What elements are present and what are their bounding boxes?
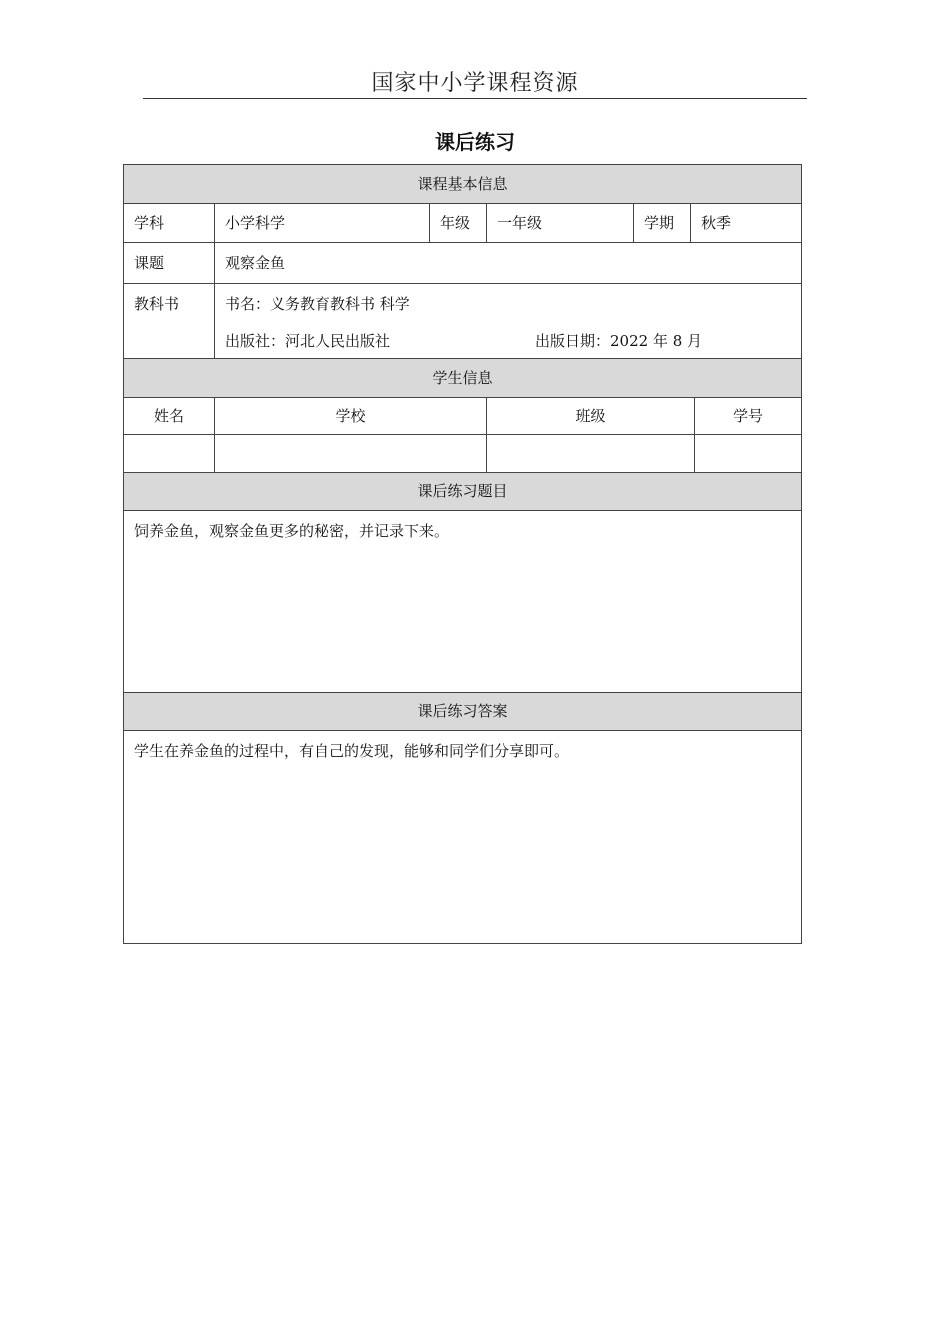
- term-label: 学期: [644, 214, 675, 232]
- student-col-school: [214, 398, 486, 434]
- answer-content: 学生在养金鱼的过程中，有自己的发现，能够和同学们分享即可。: [134, 742, 570, 760]
- answer-title: 课后练习答案: [417, 702, 508, 720]
- col-header-class: 班级: [575, 407, 606, 425]
- topic-label-cell: [124, 243, 214, 283]
- header-title: 国家中小学课程资源: [371, 71, 579, 96]
- student-columns-row: [124, 398, 801, 435]
- answer-body: [124, 731, 801, 943]
- col-header-id: 学号: [732, 407, 763, 425]
- course-info-header: [124, 165, 801, 204]
- term-value: 秋季: [701, 214, 732, 232]
- document-title: 课后练习: [435, 130, 515, 154]
- textbook-row: [124, 284, 801, 359]
- student-info-header: [124, 359, 801, 398]
- student-values-row: [124, 435, 801, 473]
- topic-row: [124, 243, 801, 284]
- topic-value: 观察金鱼: [225, 254, 286, 272]
- subject-value: 小学科学: [225, 214, 286, 232]
- student-col-class: [486, 398, 694, 434]
- worksheet-table: [123, 164, 802, 944]
- col-header-name: 姓名: [153, 407, 184, 425]
- student-name-field[interactable]: [124, 435, 214, 472]
- subject-row: [124, 204, 801, 243]
- student-id-field[interactable]: [694, 435, 801, 472]
- subject-label-cell: [124, 204, 214, 242]
- subject-value-cell: [214, 204, 429, 242]
- textbook-name: 书名：义务教育教科书 科学: [225, 295, 410, 313]
- term-label-cell: [633, 204, 690, 242]
- student-info-title: 学生信息: [432, 369, 493, 387]
- course-info-title: 课程基本信息: [417, 175, 508, 193]
- student-school-field[interactable]: [214, 435, 486, 472]
- exercise-title: 课后练习题目: [417, 482, 508, 500]
- grade-label-cell: [429, 204, 486, 242]
- student-col-id: [694, 398, 801, 434]
- exercise-header: [124, 473, 801, 511]
- grade-value: 一年级: [497, 214, 543, 232]
- term-value-cell: [690, 204, 801, 242]
- exercise-content: 饲养金鱼，观察金鱼更多的秘密，并记录下来。: [134, 522, 450, 540]
- exercise-body: [124, 511, 801, 693]
- grade-label: 年级: [440, 214, 471, 232]
- publisher: 出版社：河北人民出版社: [225, 332, 391, 350]
- textbook-value-cell: [214, 284, 801, 358]
- student-col-name: [124, 398, 214, 434]
- topic-value-cell: [214, 243, 801, 283]
- subject-label: 学科: [134, 214, 165, 232]
- publish-date: 出版日期：2022 年 8 月: [535, 332, 703, 350]
- textbook-label: 教科书: [134, 295, 180, 313]
- topic-label: 课题: [134, 254, 165, 272]
- answer-header: [124, 693, 801, 731]
- header-divider: [143, 98, 807, 99]
- student-class-field[interactable]: [486, 435, 694, 472]
- col-header-school: 学校: [335, 407, 366, 425]
- grade-value-cell: [486, 204, 633, 242]
- textbook-label-cell: [124, 284, 214, 358]
